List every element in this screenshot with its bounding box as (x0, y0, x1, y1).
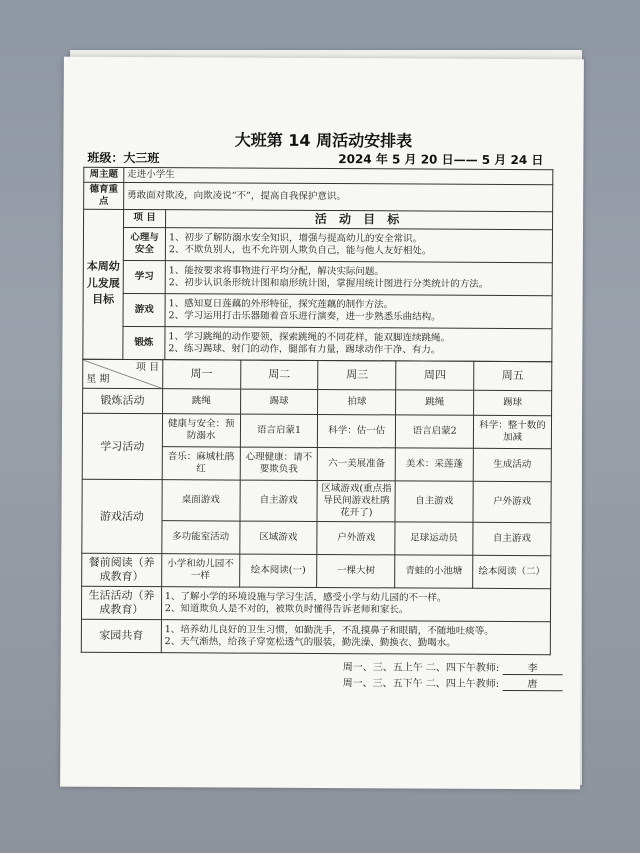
home-line: 2、天气渐热，给孩子穿宽松透气的服装，勤洗澡、勤换衣、勤喝水。 (164, 636, 456, 649)
exercise-row (83, 388, 552, 415)
moral-label: 德育重点 (84, 182, 124, 209)
home-row (81, 619, 550, 654)
schedule-header-row (83, 359, 552, 390)
teacher-schedule-2: 二、四上午教师: (425, 678, 500, 690)
schedule-cell: 户外游戏 (317, 521, 395, 554)
exercise-label: 锻炼活动 (83, 388, 163, 413)
study-row (82, 413, 551, 448)
teacher-name: 李 (502, 659, 562, 675)
day-header: 周三 (318, 360, 396, 389)
schedule-cell: 足球运动员 (395, 522, 473, 555)
teacher-name: 唐 (502, 675, 562, 691)
schedule-cell: 区域游戏 (239, 521, 317, 554)
schedule-cell: 区域游戏(重点指导民间游戏杜鹃花开了) (317, 480, 395, 521)
class-label: 班级：大三班 (87, 150, 160, 166)
day-header: 周四 (396, 361, 474, 390)
schedule-cell: 拍球 (318, 389, 396, 414)
schedule-cell: 多功能室活动 (162, 521, 240, 554)
schedule-cell: 自主游戏 (473, 522, 551, 555)
goal-area: 学习 (123, 260, 165, 293)
life-line: 1、了解小学的环境设施与学习生活，感受小学与幼儿园的不一样。 (164, 591, 447, 604)
day-header: 周五 (474, 361, 552, 390)
reading-row (82, 553, 551, 588)
study-label: 学习活动 (82, 413, 162, 479)
theme-value: 走进小学生 (124, 167, 553, 184)
schedule-cell: 六一美展准备 (318, 447, 396, 480)
goal-line: 1、能按要求将事物进行平均分配，解决实际问题。 (168, 264, 384, 278)
schedule-cell: 桌面游戏 (162, 480, 240, 521)
schedule-cell: 踢球 (474, 390, 552, 415)
schedule-cell: 语言启蒙1 (240, 414, 318, 447)
schedule-sheet (60, 57, 584, 790)
game-label: 游戏活动 (82, 479, 162, 553)
home-label: 家园共育 (81, 619, 161, 652)
life-line: 2、知道欺负人是不对的，被欺负时懂得告诉老师和家长。 (164, 603, 409, 616)
corner-top: 项 目 (135, 361, 160, 373)
schedule-cell: 一棵大树 (317, 554, 395, 587)
moral-row (84, 182, 553, 211)
goal-line: 1、初步了解防溺水安全知识，增强与提高幼儿的安全常识。 (168, 231, 423, 245)
schedule-cell: 健康与安全：预防溺水 (162, 414, 240, 447)
goals-table (82, 167, 553, 362)
goal-area: 游戏 (123, 293, 165, 326)
reading-label: 餐前阅读（养成教育） (82, 553, 162, 586)
date-range: 2024 年 5 月 20 日—— 5 月 24 日 (338, 152, 544, 168)
teacher-schedule: 周一、三、五上午 (342, 662, 423, 674)
teacher-line-2 (343, 674, 563, 691)
schedule-cell: 音乐：麻城杜鹃红 (162, 447, 240, 480)
goal-line: 2、不欺负别人，也不允许别人欺负自己，能与他人友好相处。 (168, 243, 432, 257)
day-header: 周二 (240, 360, 318, 389)
goal-line: 1、感知夏日莲藕的外形特征，探究莲藕的制作方法。 (168, 297, 394, 311)
goal-line: 2、练习踢球、射门的动作，腿部有力量，踢球动作干净、有力。 (168, 342, 441, 356)
day-header: 周一 (163, 360, 241, 389)
schedule-cell: 科学：整十数的加减 (473, 415, 551, 448)
schedule-cell: 户外游戏 (473, 481, 551, 522)
teacher-line-1 (343, 658, 563, 675)
schedule-cell: 自主游戏 (240, 480, 318, 521)
page-title: 大班第 14 周活动安排表 (234, 130, 413, 151)
goals-col-item: 项 目 (124, 209, 166, 227)
goal-row (83, 326, 552, 361)
teacher-schedule: 周一、三、五下午 (342, 678, 423, 690)
corner-cell (83, 359, 163, 388)
theme-label: 周主题 (84, 167, 124, 182)
schedule-cell: 绘本阅读（二） (473, 555, 551, 588)
goal-lines (165, 326, 552, 361)
schedule-cell: 绘本阅读(一) (239, 554, 317, 587)
schedule-cell: 心理健康：请不要欺负我 (240, 447, 318, 480)
life-row (81, 586, 550, 621)
schedule-cell: 科学：估一估 (318, 414, 396, 447)
life-content (161, 587, 550, 622)
moral-value: 勇敢面对欺凌，向欺凌说“不”，提高自我保护意识。 (124, 182, 553, 211)
schedule-cell: 美术：采莲蓬 (395, 448, 473, 481)
home-line: 1、培养幼儿良好的卫生习惯，如勤洗手，不乱摸鼻子和眼睛，不随地吐痰等。 (164, 624, 494, 638)
schedule-table (81, 359, 553, 655)
goal-lines (165, 227, 552, 262)
schedule-cell: 青蛙的小池塘 (395, 555, 473, 588)
goals-label: 本周幼儿发展目标 (83, 209, 124, 359)
goal-row (83, 260, 552, 295)
goal-lines (165, 293, 552, 328)
goal-row (83, 227, 552, 262)
goals-col-goal: 活 动 目 标 (166, 209, 553, 229)
goal-area: 锻炼 (123, 326, 165, 359)
life-label: 生活活动（养成教育） (81, 586, 161, 619)
goal-lines (165, 260, 552, 295)
schedule-cell: 小学和幼儿园不一样 (161, 554, 239, 587)
goal-line: 1、学习跳绳的动作要领，探索跳绳的不同花样，能双脚连续跳绳。 (168, 330, 451, 344)
schedule-cell: 踢球 (240, 389, 318, 414)
schedule-cell: 自主游戏 (395, 481, 473, 522)
home-content (161, 620, 550, 655)
goal-row (83, 293, 552, 328)
goal-line: 2、初步认识条形统计图和扇形统计图，掌握用统计图进行分类统计的方法。 (168, 276, 489, 290)
schedule-cell: 跳绳 (396, 390, 474, 415)
game-row (82, 479, 551, 522)
goal-area: 心理与安全 (123, 227, 165, 260)
corner-bottom: 星 期 (86, 373, 110, 385)
schedule-cell: 生成活动 (473, 448, 551, 481)
schedule-cell: 跳绳 (162, 389, 240, 414)
schedule-cell: 语言启蒙2 (396, 415, 474, 448)
goal-line: 2、学习运用打击乐器随着音乐进行演奏，进一步熟悉乐曲结构。 (168, 309, 441, 323)
teacher-schedule-2: 二、四下午教师: (425, 662, 500, 674)
